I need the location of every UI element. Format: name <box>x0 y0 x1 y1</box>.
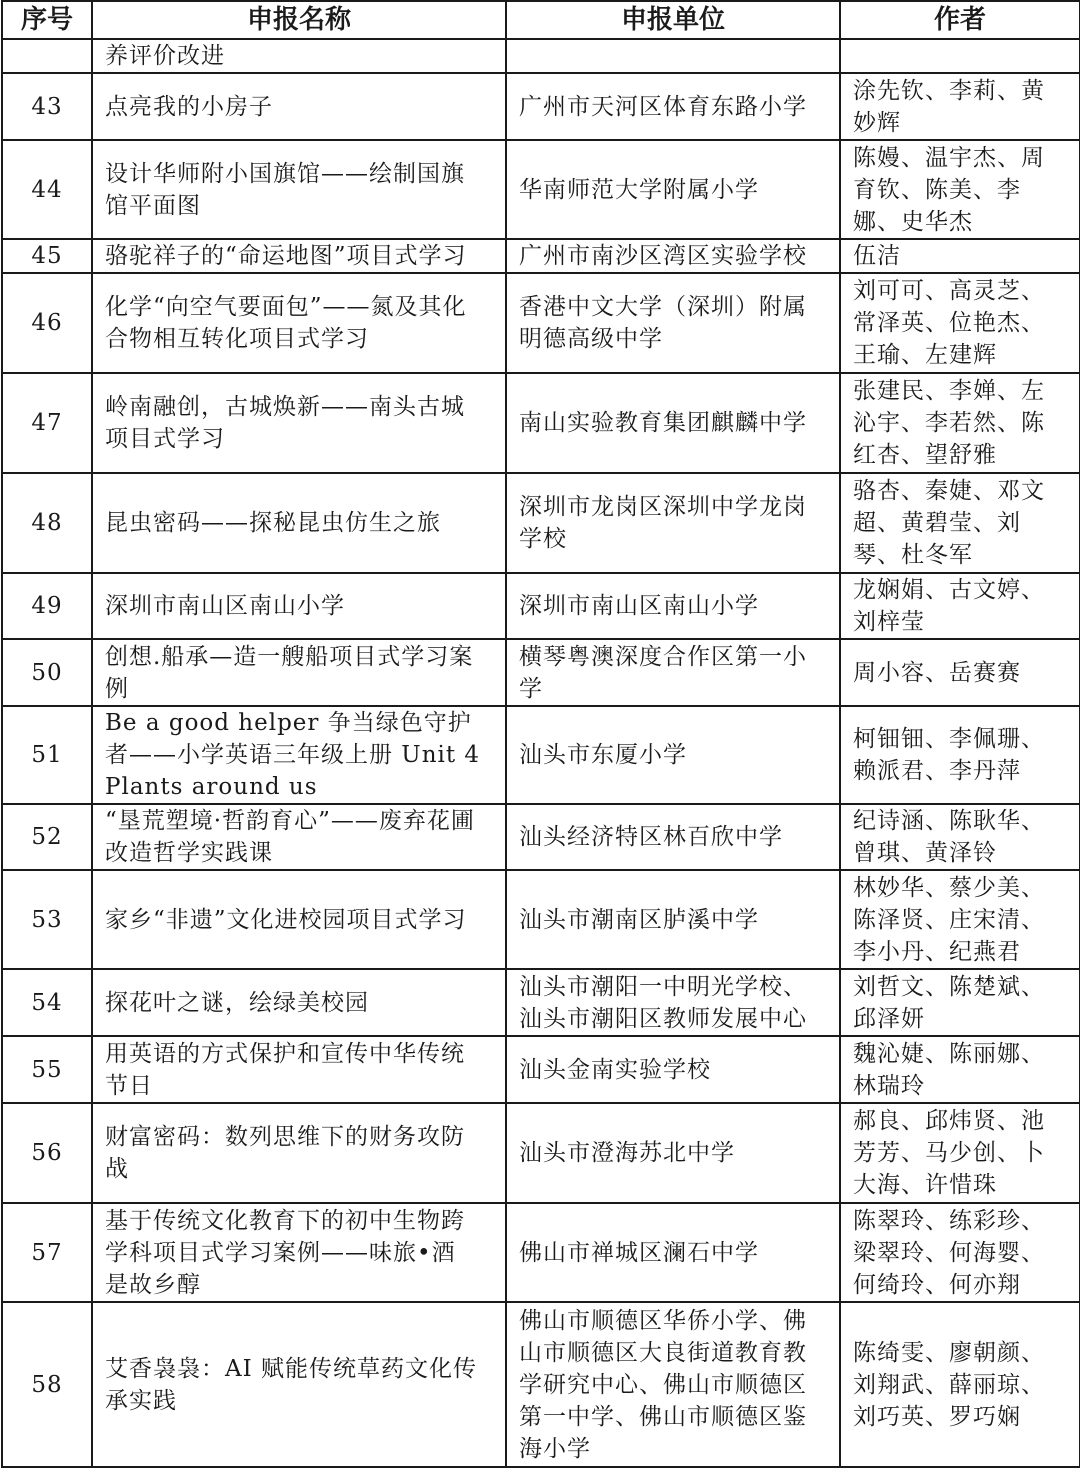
row-title: 养评价改进 <box>92 39 506 73</box>
row-title: 岭南融创，古城焕新——南头古城 项目式学习 <box>92 373 506 473</box>
row-authors: 郝良、邱炜贤、池 芳芳、马少创、卜 大海、许惜珠 <box>840 1103 1080 1203</box>
row-authors: 纪诗涵、陈耿华、 曾琪、黄泽铃 <box>840 804 1080 870</box>
row-authors: 刘可可、高灵芝、 常泽英、位艳杰、 王瑜、左建辉 <box>840 273 1080 373</box>
row-unit: 深圳市龙岗区深圳中学龙岗 学校 <box>506 473 840 573</box>
row-authors: 涂先钦、李莉、黄 妙辉 <box>840 73 1080 140</box>
row-title: 家乡“非遗”文化进校园项目式学习 <box>92 870 506 969</box>
row-authors <box>840 39 1080 73</box>
row-number: 47 <box>2 373 92 473</box>
row-unit: 佛山市禅城区澜石中学 <box>506 1203 840 1302</box>
row-unit: 深圳市南山区南山小学 <box>506 573 840 639</box>
row-title: 用英语的方式保护和宣传中华传统 节日 <box>92 1036 506 1103</box>
row-unit: 香港中文大学（深圳）附属 明德高级中学 <box>506 273 840 373</box>
table-row <box>2 639 1080 706</box>
row-title: 设计华师附小国旗馆——绘制国旗 馆平面图 <box>92 140 506 239</box>
row-unit: 汕头市东厦小学 <box>506 706 840 804</box>
row-number <box>2 39 92 73</box>
row-unit: 佛山市顺德区华侨小学、佛 山市顺德区大良街道教育教 学研究中心、佛山市顺德区 第一中学、佛山市顺德区鉴 海小学 <box>506 1302 840 1467</box>
row-unit: 汕头市潮南区胪溪中学 <box>506 870 840 969</box>
table-row <box>2 140 1080 239</box>
row-unit: 广州市天河区体育东路小学 <box>506 73 840 140</box>
row-unit: 汕头市澄海苏北中学 <box>506 1103 840 1203</box>
header-authors: 作者 <box>840 1 1080 39</box>
row-title: 昆虫密码——探秘昆虫仿生之旅 <box>92 473 506 573</box>
row-number: 49 <box>2 573 92 639</box>
row-number: 51 <box>2 706 92 804</box>
table-row <box>2 1203 1080 1302</box>
table-row <box>2 273 1080 373</box>
row-title: 点亮我的小房子 <box>92 73 506 140</box>
row-unit: 南山实验教育集团麒麟中学 <box>506 373 840 473</box>
row-title: 深圳市南山区南山小学 <box>92 573 506 639</box>
row-title: Be a good helper 争当绿色守护 者——小学英语三年级上册 Unit 4 Plants around us <box>92 706 506 804</box>
row-number: 48 <box>2 473 92 573</box>
row-title: 创想.船承—造一艘船项目式学习案 例 <box>92 639 506 706</box>
row-title: 骆驼祥子的“命运地图”项目式学习 <box>92 239 506 273</box>
header-number: 序号 <box>2 1 92 39</box>
row-authors: 张建民、李婵、左 沁宇、李若然、陈 红杏、望舒雅 <box>840 373 1080 473</box>
row-authors: 陈翠玲、练彩珍、 梁翠玲、何海婴、 何绮玲、何亦翔 <box>840 1203 1080 1302</box>
row-title: 化学“向空气要面包”——氮及其化 合物相互转化项目式学习 <box>92 273 506 373</box>
table-row <box>2 1103 1080 1203</box>
row-authors: 陈嫚、温宇杰、周 育钦、陈美、李 娜、史华杰 <box>840 140 1080 239</box>
row-title: 财富密码：数列思维下的财务攻防 战 <box>92 1103 506 1203</box>
table-row <box>2 473 1080 573</box>
table-row <box>2 706 1080 804</box>
table-row <box>2 804 1080 870</box>
row-unit: 华南师范大学附属小学 <box>506 140 840 239</box>
table-row <box>2 870 1080 969</box>
row-authors: 柯钿钿、李佩珊、 赖派君、李丹萍 <box>840 706 1080 804</box>
row-authors: 林妙华、蔡少美、 陈泽贤、庄宋清、 李小丹、纪燕君 <box>840 870 1080 969</box>
header-title: 申报名称 <box>92 1 506 39</box>
table-row <box>2 73 1080 140</box>
row-authors: 刘哲文、陈楚斌、 邱泽妍 <box>840 969 1080 1036</box>
row-number: 56 <box>2 1103 92 1203</box>
row-number: 50 <box>2 639 92 706</box>
row-title: 艾香袅袅：AI 赋能传统草药文化传 承实践 <box>92 1302 506 1467</box>
row-number: 54 <box>2 969 92 1036</box>
row-unit: 汕头市潮阳一中明光学校、 汕头市潮阳区教师发展中心 <box>506 969 840 1036</box>
table-row <box>2 1302 1080 1467</box>
table-row <box>2 969 1080 1036</box>
row-title: “垦荒塑境·哲韵育心”——废弃花圃 改造哲学实践课 <box>92 804 506 870</box>
row-authors: 龙娴娟、古文婷、 刘梓莹 <box>840 573 1080 639</box>
table-row <box>2 573 1080 639</box>
row-number: 55 <box>2 1036 92 1103</box>
header-unit: 申报单位 <box>506 1 840 39</box>
row-authors: 陈绮雯、廖朝颜、 刘翔武、薛丽琼、 刘巧英、罗巧娴 <box>840 1302 1080 1467</box>
row-number: 43 <box>2 73 92 140</box>
row-number: 53 <box>2 870 92 969</box>
row-unit: 汕头经济特区林百欣中学 <box>506 804 840 870</box>
row-unit: 汕头金南实验学校 <box>506 1036 840 1103</box>
table-row <box>2 1036 1080 1103</box>
row-authors: 周小容、岳赛赛 <box>840 639 1080 706</box>
table-row <box>2 373 1080 473</box>
row-number: 58 <box>2 1302 92 1467</box>
table-row <box>2 39 1080 73</box>
header-row <box>2 1 1080 39</box>
row-number: 45 <box>2 239 92 273</box>
row-unit: 广州市南沙区湾区实验学校 <box>506 239 840 273</box>
row-number: 44 <box>2 140 92 239</box>
row-authors: 伍洁 <box>840 239 1080 273</box>
row-number: 52 <box>2 804 92 870</box>
row-title: 探花叶之谜，绘绿美校园 <box>92 969 506 1036</box>
row-authors: 魏沁婕、陈丽娜、 林瑞玲 <box>840 1036 1080 1103</box>
awards-table <box>1 0 1080 1468</box>
row-number: 57 <box>2 1203 92 1302</box>
row-authors: 骆杏、秦婕、邓文 超、黄碧莹、刘 琴、杜冬军 <box>840 473 1080 573</box>
row-unit: 横琴粤澳深度合作区第一小 学 <box>506 639 840 706</box>
row-number: 46 <box>2 273 92 373</box>
table-row <box>2 239 1080 273</box>
row-unit <box>506 39 840 73</box>
row-title: 基于传统文化教育下的初中生物跨 学科项目式学习案例——味旅•酒 是故乡醇 <box>92 1203 506 1302</box>
